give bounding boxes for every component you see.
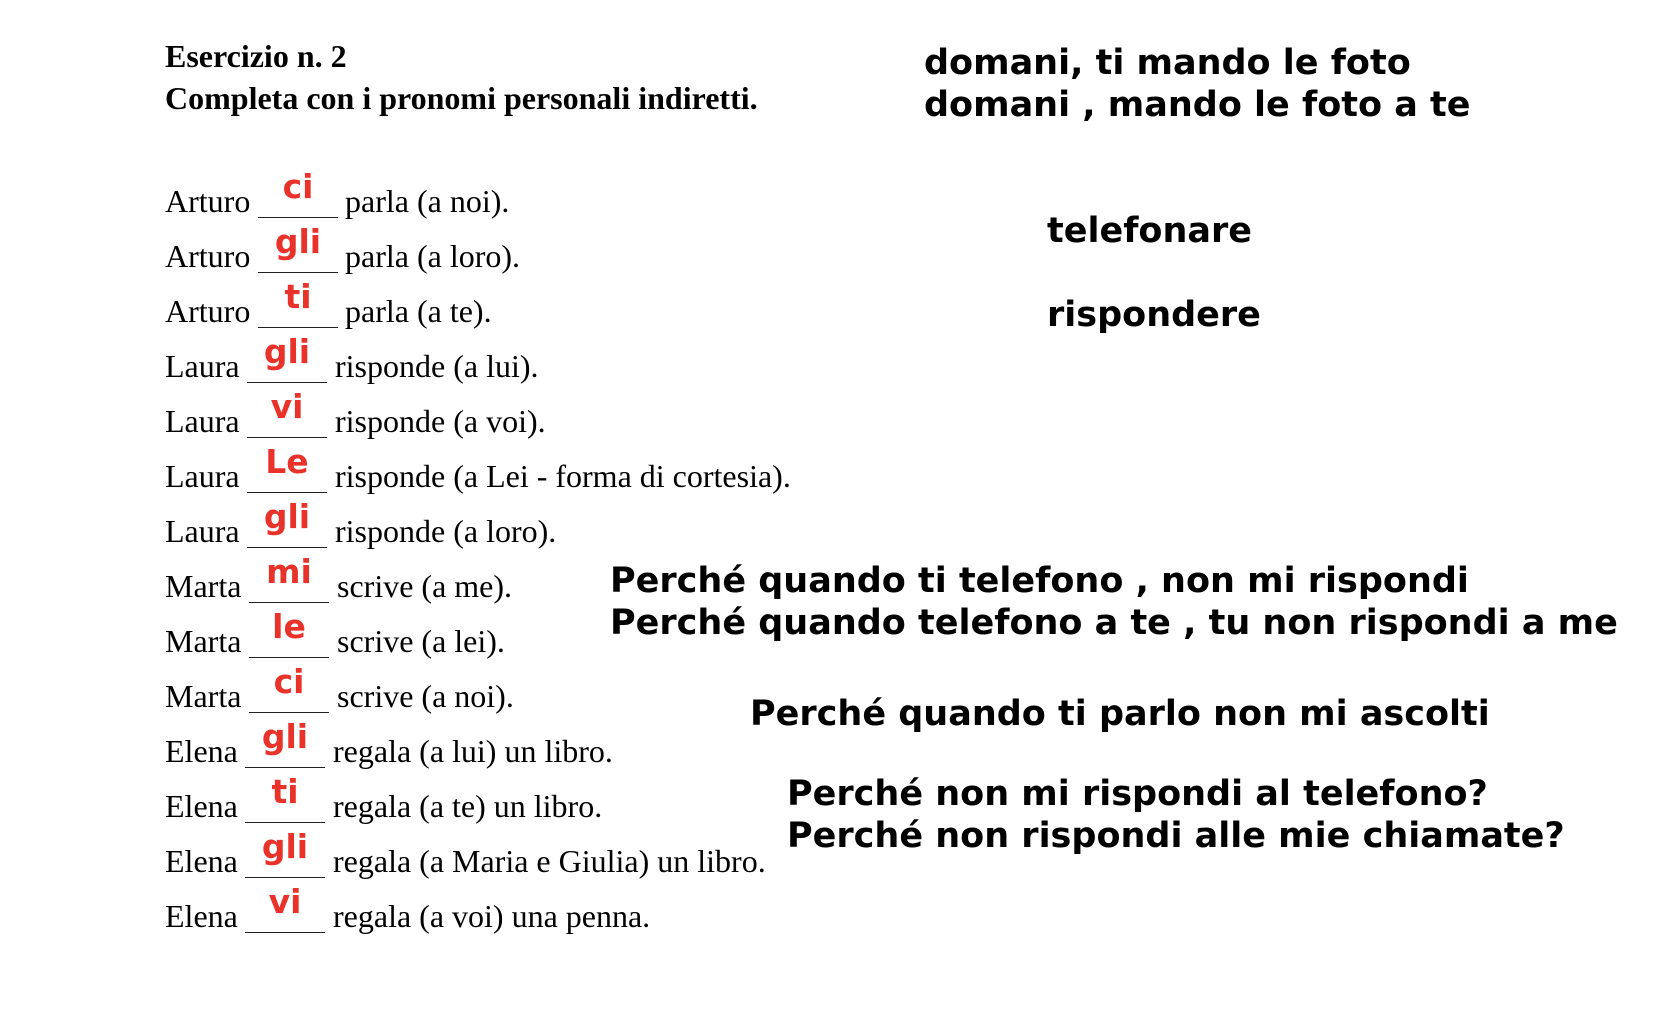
row-subject: Arturo — [165, 183, 251, 219]
row-remainder: regala (a te) un libro. — [333, 788, 603, 824]
note-perche-5: Perché non rispondi alle mie chiamate? — [787, 816, 1565, 856]
row-remainder: risponde (a Lei - forma di cortesia). — [335, 458, 791, 494]
answer-text: vi — [270, 387, 304, 426]
note-perche-2: Perché quando telefono a te , tu non rispondi a me — [610, 603, 1618, 643]
row-remainder: regala (a lui) un libro. — [333, 733, 613, 769]
answer-blank — [249, 607, 329, 658]
answer-blank — [249, 552, 329, 603]
row-remainder: parla (a te). — [345, 293, 492, 329]
row-remainder: parla (a loro). — [345, 238, 521, 274]
answer-text: gli — [261, 827, 309, 866]
answer-blank — [247, 332, 327, 383]
answer-text: ci — [273, 662, 305, 701]
row-remainder: regala (a Maria e Giulia) un libro. — [333, 843, 766, 879]
note-perche-3: Perché quando ti parlo non mi ascolti — [750, 694, 1490, 734]
answer-text: ci — [282, 167, 314, 206]
note-perche-4: Perché non mi rispondi al telefono? — [787, 774, 1488, 814]
note-verb-telefonare: telefonare — [1047, 211, 1253, 251]
answer-blank — [245, 717, 325, 768]
answer-text: le — [272, 607, 306, 646]
answer-text: vi — [268, 882, 302, 921]
row-subject: Laura — [165, 403, 240, 439]
answer-text: Le — [265, 442, 309, 481]
answer-blank — [245, 772, 325, 823]
answer-text: mi — [266, 552, 312, 591]
row-remainder: risponde (a loro). — [335, 513, 557, 549]
row-subject: Laura — [165, 458, 240, 494]
row-remainder: scrive (a noi). — [337, 678, 514, 714]
row-subject: Arturo — [165, 293, 251, 329]
row-remainder: scrive (a me). — [337, 568, 513, 604]
row-remainder: scrive (a lei). — [337, 623, 505, 659]
row-remainder: risponde (a lui). — [335, 348, 539, 384]
exercise-title: Esercizio n. 2 — [165, 38, 347, 74]
row-subject: Elena — [165, 788, 238, 824]
row-subject: Arturo — [165, 238, 251, 274]
answer-text: gli — [274, 222, 322, 261]
note-verb-rispondere: rispondere — [1047, 295, 1261, 335]
note-perche-1: Perché quando ti telefono , non mi rispondi — [610, 561, 1469, 601]
note-domani-1: domani, ti mando le foto — [924, 43, 1411, 83]
answer-blank — [245, 827, 325, 878]
note-domani-2: domani , mando le foto a te — [924, 85, 1471, 125]
answer-text: gli — [263, 497, 311, 536]
answer-blank — [245, 882, 325, 933]
exercise-instruction: Completa con i pronomi personali indiretti. — [165, 80, 758, 116]
answer-text: gli — [263, 332, 311, 371]
row-subject: Elena — [165, 733, 238, 769]
answer-blank — [247, 387, 327, 438]
answer-blank — [247, 497, 327, 548]
row-subject: Marta — [165, 623, 242, 659]
answer-blank — [247, 442, 327, 493]
answer-blank — [258, 277, 338, 328]
row-subject: Laura — [165, 348, 240, 384]
answer-text: gli — [261, 717, 309, 756]
answer-blank — [258, 167, 338, 218]
answer-blank — [249, 662, 329, 713]
answer-text: ti — [284, 277, 312, 316]
row-remainder: regala (a voi) una penna. — [333, 898, 651, 934]
row-subject: Elena — [165, 843, 238, 879]
row-remainder: risponde (a voi). — [335, 403, 546, 439]
answer-text: ti — [271, 772, 299, 811]
row-subject: Marta — [165, 568, 242, 604]
row-subject: Elena — [165, 898, 238, 934]
row-subject: Marta — [165, 678, 242, 714]
row-remainder: parla (a noi). — [345, 183, 510, 219]
answer-blank — [258, 222, 338, 273]
row-subject: Laura — [165, 513, 240, 549]
